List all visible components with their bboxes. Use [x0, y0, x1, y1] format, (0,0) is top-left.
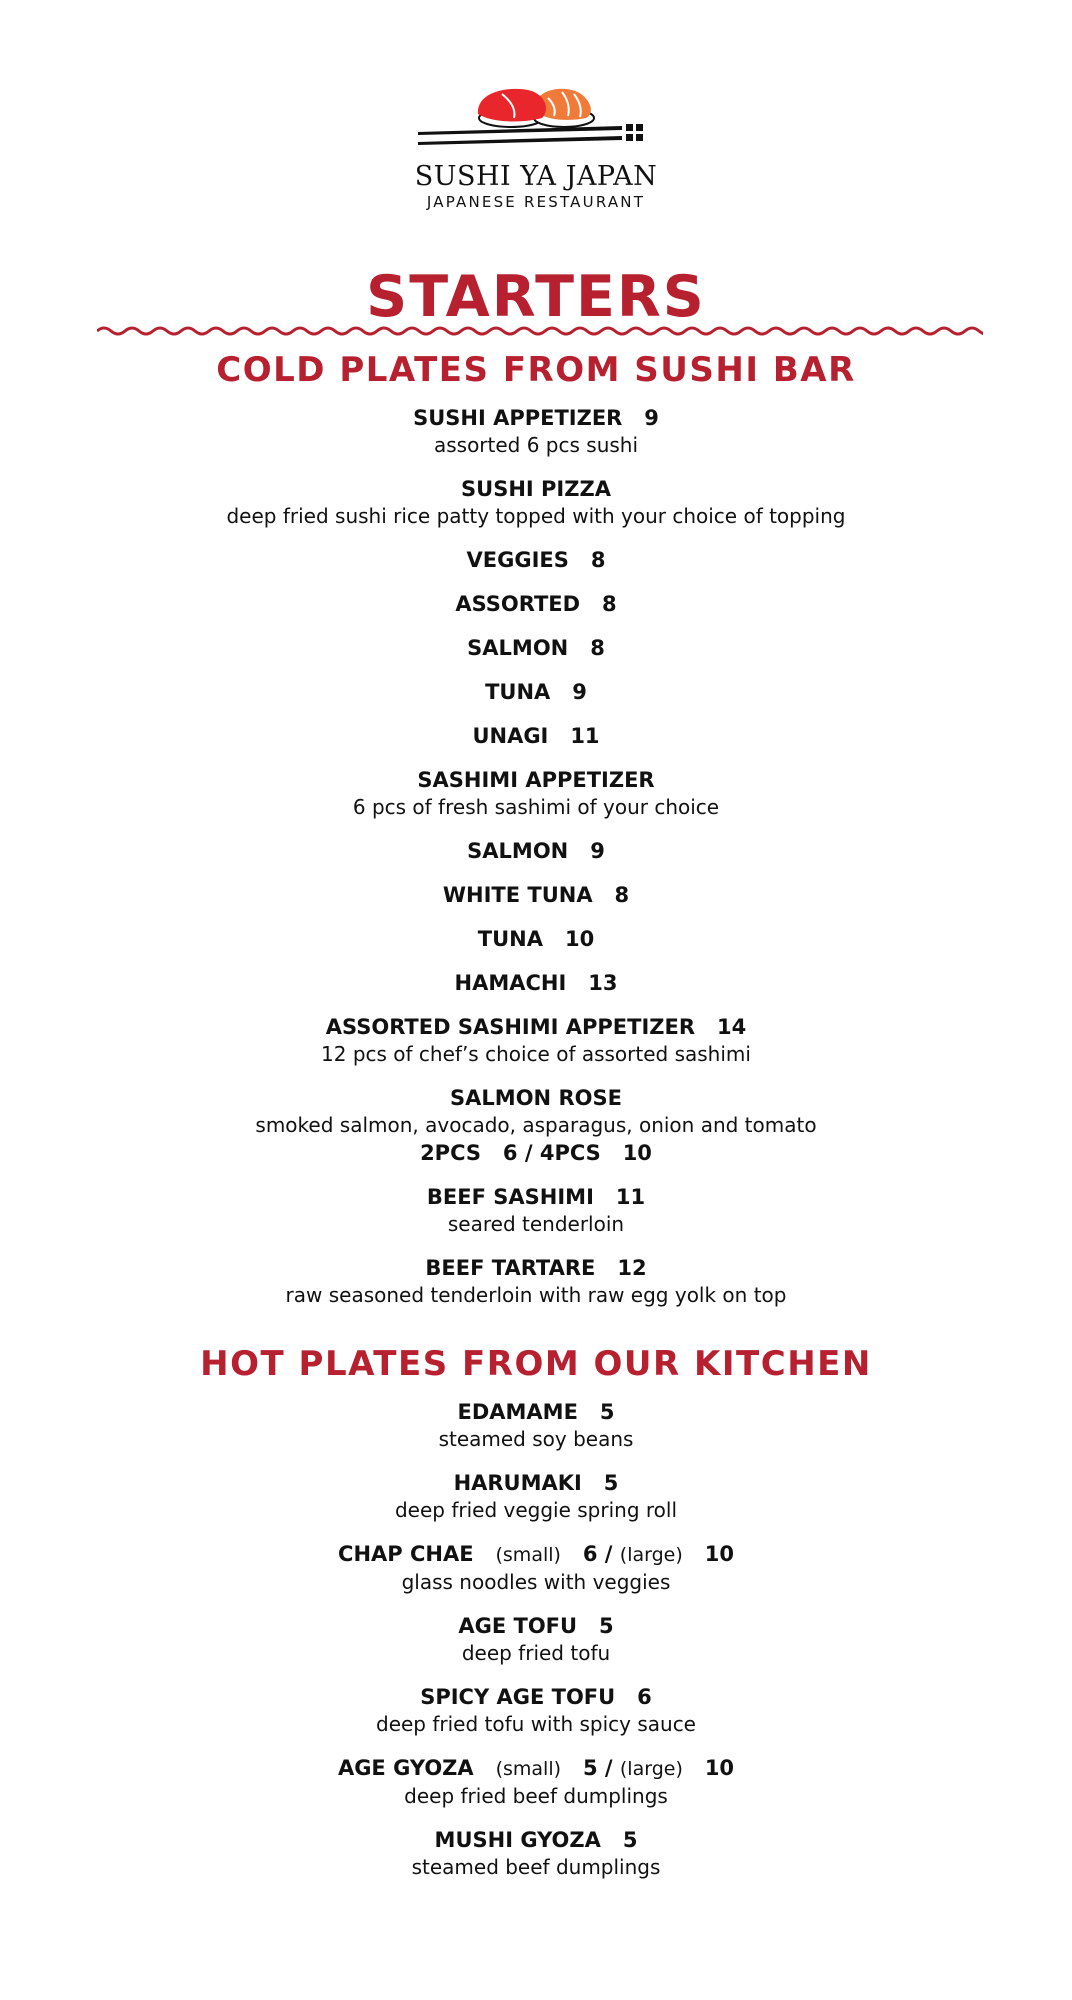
menu-item-title [0, 1183, 1072, 1211]
size-label-large: (large) [619, 1544, 683, 1566]
menu-item-name: SUSHI PIZZA [461, 477, 611, 501]
menu-item-title [0, 1683, 1072, 1711]
price-small: 5 [582, 1756, 598, 1780]
menu-item [0, 678, 1072, 706]
menu-item-name: CHAP CHAE [338, 1542, 474, 1566]
menu-item [0, 837, 1072, 865]
menu-item-title [0, 1013, 1072, 1041]
menu-item-name: AGE GYOZA [337, 1756, 474, 1780]
menu-item-title [0, 722, 1072, 750]
menu-item-title [0, 766, 1072, 794]
menu-item-title [0, 1826, 1072, 1854]
menu-item-description: deep fried sushi rice patty topped with your choice of topping [226, 504, 846, 528]
menu-item-description: assorted 6 pcs sushi [433, 433, 639, 457]
menu-item [0, 1754, 1072, 1810]
price-large: 10 [704, 1542, 734, 1566]
menu-item-name: MUSHI GYOZA [434, 1828, 601, 1852]
menu-item [0, 1540, 1072, 1596]
menu-item-name: BEEF TARTARE [425, 1256, 596, 1280]
menu-item-title [0, 969, 1072, 997]
menu-item-price: 12 [617, 1256, 647, 1280]
menu-item-name: EDAMAME [457, 1400, 578, 1424]
menu-item [0, 1084, 1072, 1167]
menu-item-name: HARUMAKI [453, 1471, 582, 1495]
menu-item-price: 14 [716, 1015, 747, 1039]
size-label-small: (small) [495, 1758, 562, 1780]
menu-item-title [0, 837, 1072, 865]
menu-item-name: UNAGI [472, 724, 549, 748]
menu-item [0, 1826, 1072, 1881]
menu-item-price: 11 [615, 1185, 646, 1209]
menu-item-name: TUNA [485, 680, 551, 704]
restaurant-logo [0, 80, 1072, 212]
menu-item-price: 5 [622, 1828, 638, 1852]
cold-plates-list [0, 404, 1072, 1325]
menu-item-price: 8 [590, 636, 605, 660]
menu-item-price: 5 [599, 1614, 614, 1638]
menu-item-name: BEEF SASHIMI [426, 1185, 594, 1209]
brand-name: SUSHI YA JAPAN [414, 161, 658, 192]
size-label-small: (small) [495, 1544, 561, 1566]
menu-item-name: HAMACHI [454, 971, 567, 995]
menu-item [0, 969, 1072, 997]
menu-item-title [0, 1084, 1072, 1112]
menu-item-title [0, 1612, 1072, 1640]
menu-item-description: raw seasoned tenderloin with raw egg yolk on top [285, 1283, 787, 1307]
menu-item-description: deep fried veggie spring roll [394, 1498, 678, 1522]
menu-item-title [0, 634, 1072, 662]
menu-item-title [0, 1254, 1072, 1282]
page-title: STARTERS [366, 264, 706, 330]
menu-item-description: steamed soy beans [438, 1427, 634, 1451]
menu-item-name: SALMON [467, 636, 569, 660]
menu-item [0, 590, 1072, 618]
menu-item-price: 9 [590, 839, 605, 863]
menu-item [0, 1683, 1072, 1738]
menu-item-name: ASSORTED SASHIMI APPETIZER [325, 1015, 696, 1039]
menu-item-description: steamed beef dumplings [411, 1855, 661, 1879]
menu-item-price: 5 [603, 1471, 619, 1495]
menu-item [0, 546, 1072, 574]
menu-item [0, 925, 1072, 953]
section-heading-cold: COLD PLATES FROM SUSHI BAR [216, 350, 856, 390]
menu-item-name: SPICY AGE TOFU [420, 1685, 616, 1709]
wave-divider [97, 324, 983, 338]
brand-subtitle: JAPANESE RESTAURANT [426, 193, 646, 211]
menu-item-name: AGE TOFU [458, 1614, 578, 1638]
menu-item [0, 881, 1072, 909]
section-heading-hot: HOT PLATES FROM OUR KITCHEN [200, 1344, 872, 1384]
menu-item-price: 9 [644, 406, 659, 430]
sushi-chopsticks-icon [416, 80, 656, 154]
menu-item-title [0, 546, 1072, 574]
menu-item-name: SASHIMI APPETIZER [417, 768, 655, 792]
menu-item [0, 766, 1072, 821]
menu-item-title [0, 475, 1072, 503]
menu-item-description: smoked salmon, avocado, asparagus, onion and tomato [255, 1113, 817, 1137]
menu-item-title [0, 590, 1072, 618]
price-large: 10 [704, 1756, 735, 1780]
menu-item-title [0, 1469, 1072, 1497]
menu-item-price: 8 [590, 548, 606, 572]
menu-item-description: 6 pcs of fresh sashimi of your choice [352, 795, 720, 819]
menu-item-description: 12 pcs of chef’s choice of assorted sashimi [321, 1042, 751, 1066]
menu-item [0, 1398, 1072, 1453]
menu-item-name: SUSHI APPETIZER [413, 406, 623, 430]
menu-item [0, 722, 1072, 750]
menu-item-description: seared tenderloin [447, 1212, 625, 1236]
menu-item-price: 10 [564, 927, 595, 951]
menu-item-description: glass noodles with veggies [401, 1570, 671, 1594]
menu-item-name: SALMON [467, 839, 569, 863]
menu-item [0, 634, 1072, 662]
menu-item [0, 404, 1072, 459]
menu-item [0, 1254, 1072, 1309]
menu-item-price: 5 [599, 1400, 615, 1424]
menu-item-title [0, 881, 1072, 909]
menu-item-title [0, 678, 1072, 706]
menu-item-price: 8 [614, 883, 630, 907]
menu-item-price: 11 [570, 724, 600, 748]
menu-item-name: VEGGIES [466, 548, 569, 572]
menu-item [0, 1612, 1072, 1667]
menu-item-price: 8 [602, 592, 617, 616]
menu-item-portion-prices: 2PCS 6 / 4PCS 10 [420, 1141, 652, 1165]
menu-item [0, 475, 1072, 530]
menu-item-title: AGE GYOZA (small) 5 / (large) 10 [337, 1756, 735, 1780]
menu-item-title [0, 925, 1072, 953]
menu-item-description: deep fried beef dumplings [404, 1784, 668, 1808]
menu-item-price: 9 [572, 680, 587, 704]
menu-item-price: 6 [637, 1685, 652, 1709]
size-label-large: (large) [619, 1758, 683, 1780]
price-small: 6 [582, 1542, 598, 1566]
menu-item [0, 1469, 1072, 1524]
menu-item-name: WHITE TUNA [442, 883, 593, 907]
menu-item-title: CHAP CHAE (small) 6 / (large) 10 [338, 1542, 734, 1566]
menu-item-description: deep fried tofu with spicy sauce [376, 1712, 696, 1736]
hot-plates-list [0, 1398, 1072, 1897]
menu-item-price: 13 [588, 971, 618, 995]
menu-item-description: deep fried tofu [461, 1641, 611, 1665]
menu-item-title [0, 404, 1072, 432]
menu-item-name: ASSORTED [455, 592, 581, 616]
menu-item [0, 1183, 1072, 1238]
menu-item [0, 1013, 1072, 1068]
menu-item-name: TUNA [477, 927, 544, 951]
menu-item-name: SALMON ROSE [450, 1086, 622, 1110]
menu-item-title [0, 1398, 1072, 1426]
